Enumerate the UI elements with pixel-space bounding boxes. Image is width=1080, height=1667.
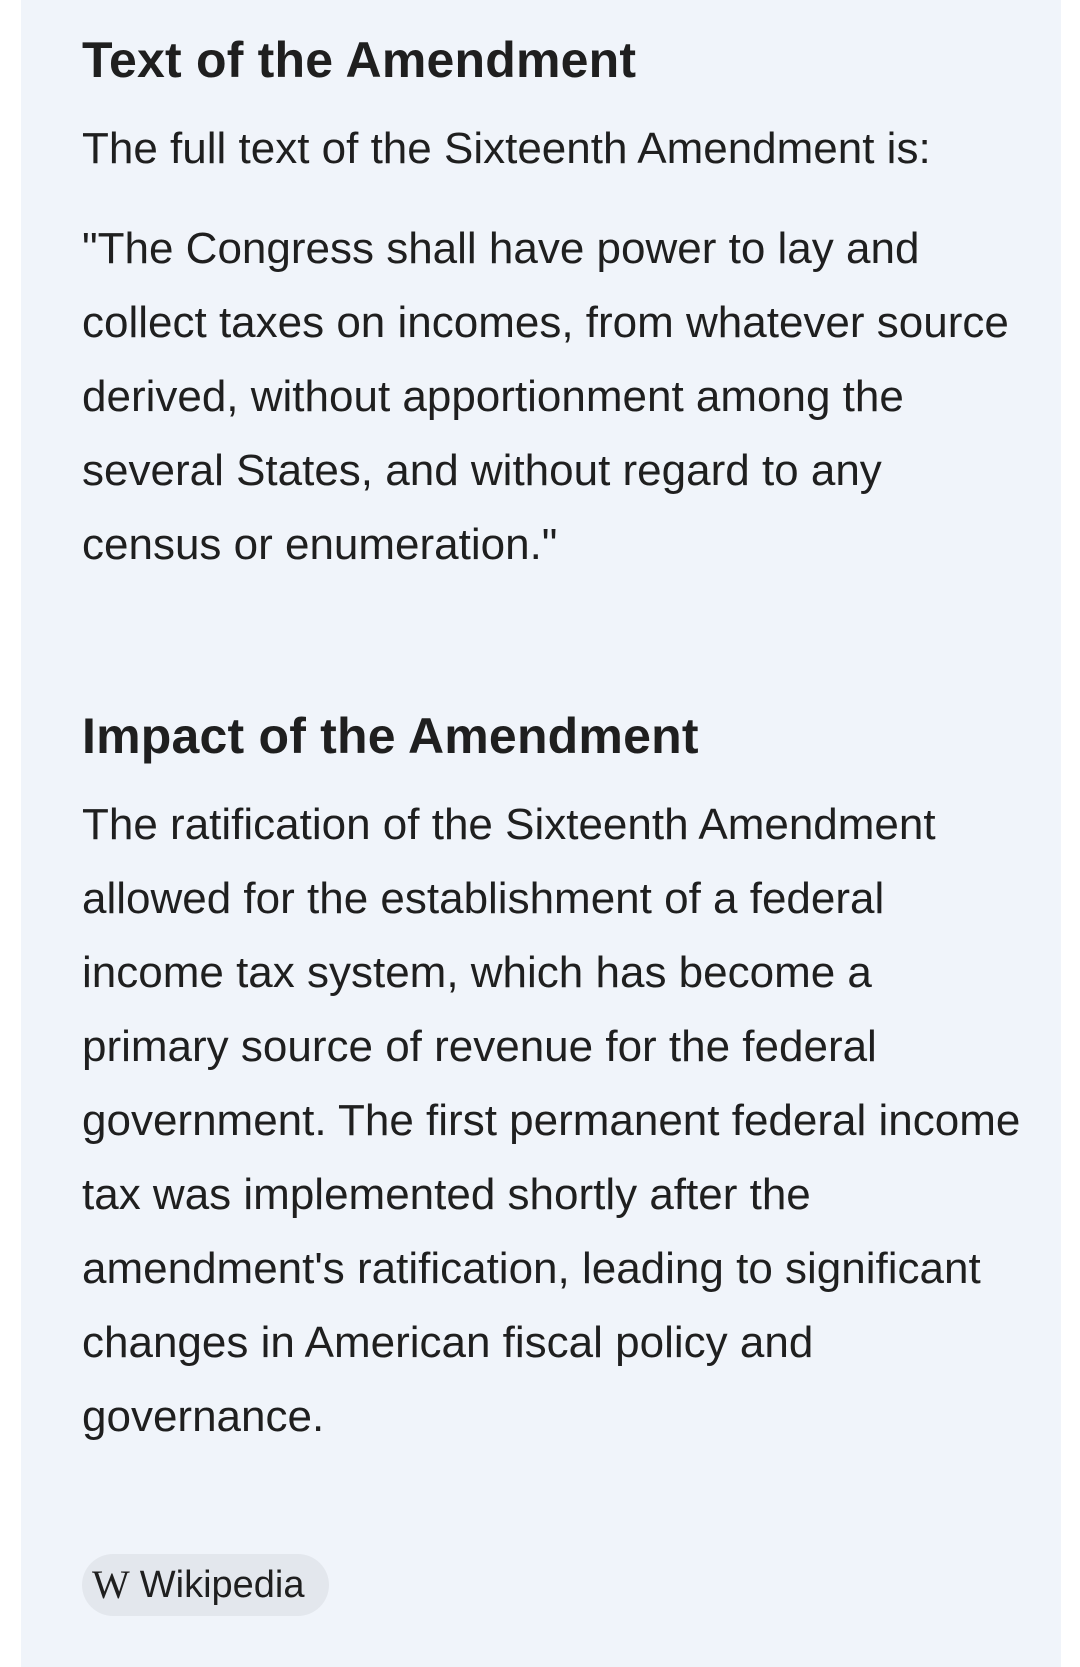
section-intro: The full text of the Sixteenth Amendment is: <box>82 124 931 173</box>
section-impact-of-amendment <box>82 706 1022 1454</box>
section-body: The ratification of the Sixteenth Amendment allowed for the establishment of a federal income tax system, which has become a primary source of revenue for the federal government. The first permanent federal income tax was implemented shortly after the amendment's ratification, leading to significant changes in American fiscal policy and governance. <box>82 800 1021 1441</box>
section-text-of-amendment <box>82 30 1022 582</box>
source-label: Wikipedia <box>139 1564 305 1606</box>
amendment-quote: "The Congress shall have power to lay and collect taxes on incomes, from whatever source derived, without apportionment among the several States, and without regard to any census or enumeration." <box>82 224 1009 569</box>
answer-card <box>21 0 1061 1667</box>
section-heading: Impact of the Amendment <box>82 708 699 764</box>
section-heading: Text of the Amendment <box>82 32 637 88</box>
wikipedia-icon: W <box>92 1562 128 1607</box>
source-chip-wikipedia[interactable] <box>82 1554 329 1616</box>
